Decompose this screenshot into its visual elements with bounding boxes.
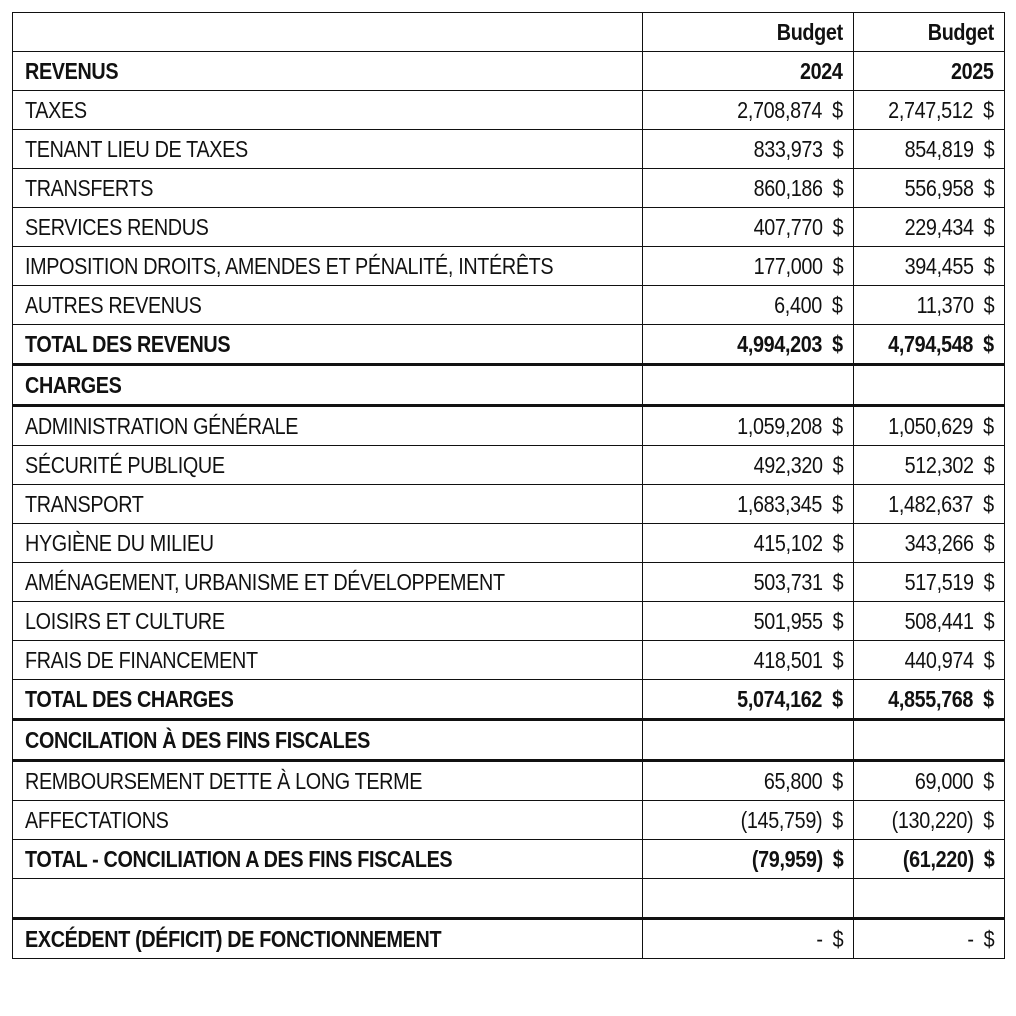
total-revenus-2025: 4,794,548 $ xyxy=(854,325,1005,365)
value-2024: 65,800 $ xyxy=(643,761,854,801)
value-2025: 69,000 $ xyxy=(854,761,1005,801)
table-row xyxy=(13,602,1005,641)
empty-row xyxy=(13,879,1005,919)
header-budget-2025: Budget xyxy=(854,13,1005,52)
value-2025: (130,220) $ xyxy=(854,801,1005,840)
value-2024: (145,759) $ xyxy=(643,801,854,840)
value-2025: 1,482,637 $ xyxy=(854,485,1005,524)
total-conciliation-2025: (61,220) $ xyxy=(854,840,1005,879)
value-2025: 517,519 $ xyxy=(854,563,1005,602)
budget-table xyxy=(12,12,1005,959)
table-row xyxy=(13,641,1005,680)
value-2025: 440,974 $ xyxy=(854,641,1005,680)
value-2025: 229,434 $ xyxy=(854,208,1005,247)
row-label: LOISIRS ET CULTURE xyxy=(13,602,643,641)
header-year-2025: 2025 xyxy=(854,52,1005,91)
row-label: TENANT LIEU DE TAXES xyxy=(13,130,643,169)
value-2024: 418,501 $ xyxy=(643,641,854,680)
table-row xyxy=(13,801,1005,840)
row-label: REMBOURSEMENT DETTE À LONG TERME xyxy=(13,761,643,801)
value-2024: 2,708,874 $ xyxy=(643,91,854,130)
table-row xyxy=(13,130,1005,169)
total-charges-row xyxy=(13,680,1005,720)
row-label: SERVICES RENDUS xyxy=(13,208,643,247)
total-revenus-row xyxy=(13,325,1005,365)
value-2024: 503,731 $ xyxy=(643,563,854,602)
table-row xyxy=(13,169,1005,208)
value-2025: 1,050,629 $ xyxy=(854,406,1005,446)
table-row xyxy=(13,208,1005,247)
header-row-years xyxy=(13,52,1005,91)
empty-cell xyxy=(643,879,854,919)
row-label: SÉCURITÉ PUBLIQUE xyxy=(13,446,643,485)
value-2025: 854,819 $ xyxy=(854,130,1005,169)
excedent-row xyxy=(13,919,1005,959)
value-2024: 833,973 $ xyxy=(643,130,854,169)
table-row xyxy=(13,485,1005,524)
total-conciliation-label: TOTAL - CONCILIATION A DES FINS FISCALES xyxy=(13,840,643,879)
row-label: TRANSPORT xyxy=(13,485,643,524)
value-2025: 343,266 $ xyxy=(854,524,1005,563)
table-row xyxy=(13,446,1005,485)
row-label: FRAIS DE FINANCEMENT xyxy=(13,641,643,680)
row-label: TAXES xyxy=(13,91,643,130)
empty-cell xyxy=(643,720,854,761)
table-row xyxy=(13,563,1005,602)
value-2025: 508,441 $ xyxy=(854,602,1005,641)
header-year-2024: 2024 xyxy=(643,52,854,91)
total-revenus-2024: 4,994,203 $ xyxy=(643,325,854,365)
header-empty-cell xyxy=(13,13,643,52)
total-charges-label: TOTAL DES CHARGES xyxy=(13,680,643,720)
table-row xyxy=(13,91,1005,130)
empty-cell xyxy=(854,720,1005,761)
empty-cell xyxy=(13,879,643,919)
value-2024: 1,683,345 $ xyxy=(643,485,854,524)
row-label: AUTRES REVENUS xyxy=(13,286,643,325)
value-2025: 512,302 $ xyxy=(854,446,1005,485)
row-label: IMPOSITION DROITS, AMENDES ET PÉNALITÉ, INTÉRÊTS xyxy=(13,247,643,286)
table-row xyxy=(13,247,1005,286)
value-2025: 2,747,512 $ xyxy=(854,91,1005,130)
conciliation-header-row xyxy=(13,720,1005,761)
value-2024: 1,059,208 $ xyxy=(643,406,854,446)
excedent-2025: - $ xyxy=(854,919,1005,959)
row-label: AMÉNAGEMENT, URBANISME ET DÉVELOPPEMENT xyxy=(13,563,643,602)
total-charges-2025: 4,855,768 $ xyxy=(854,680,1005,720)
total-conciliation-2024: (79,959) $ xyxy=(643,840,854,879)
header-row-budget xyxy=(13,13,1005,52)
section-title-conciliation: CONCILATION À DES FINS FISCALES xyxy=(13,720,643,761)
value-2024: 860,186 $ xyxy=(643,169,854,208)
value-2024: 492,320 $ xyxy=(643,446,854,485)
value-2024: 407,770 $ xyxy=(643,208,854,247)
value-2024: 6,400 $ xyxy=(643,286,854,325)
budget-table-container xyxy=(12,12,1004,959)
value-2024: 177,000 $ xyxy=(643,247,854,286)
excedent-2024: - $ xyxy=(643,919,854,959)
value-2025: 394,455 $ xyxy=(854,247,1005,286)
empty-cell xyxy=(854,879,1005,919)
row-label: ADMINISTRATION GÉNÉRALE xyxy=(13,406,643,446)
value-2025: 556,958 $ xyxy=(854,169,1005,208)
table-row xyxy=(13,761,1005,801)
row-label: AFFECTATIONS xyxy=(13,801,643,840)
value-2025: 11,370 $ xyxy=(854,286,1005,325)
empty-cell xyxy=(854,365,1005,406)
value-2024: 501,955 $ xyxy=(643,602,854,641)
row-label: HYGIÈNE DU MILIEU xyxy=(13,524,643,563)
total-revenus-label: TOTAL DES REVENUS xyxy=(13,325,643,365)
section-title-revenus: REVENUS xyxy=(13,52,643,91)
total-conciliation-row xyxy=(13,840,1005,879)
empty-cell xyxy=(643,365,854,406)
total-charges-2024: 5,074,162 $ xyxy=(643,680,854,720)
table-row xyxy=(13,286,1005,325)
value-2024: 415,102 $ xyxy=(643,524,854,563)
section-title-charges: CHARGES xyxy=(13,365,643,406)
row-label: TRANSFERTS xyxy=(13,169,643,208)
excedent-label: EXCÉDENT (DÉFICIT) DE FONCTIONNEMENT xyxy=(13,919,643,959)
table-row xyxy=(13,524,1005,563)
table-row xyxy=(13,406,1005,446)
header-budget-2024: Budget xyxy=(643,13,854,52)
charges-header-row xyxy=(13,365,1005,406)
